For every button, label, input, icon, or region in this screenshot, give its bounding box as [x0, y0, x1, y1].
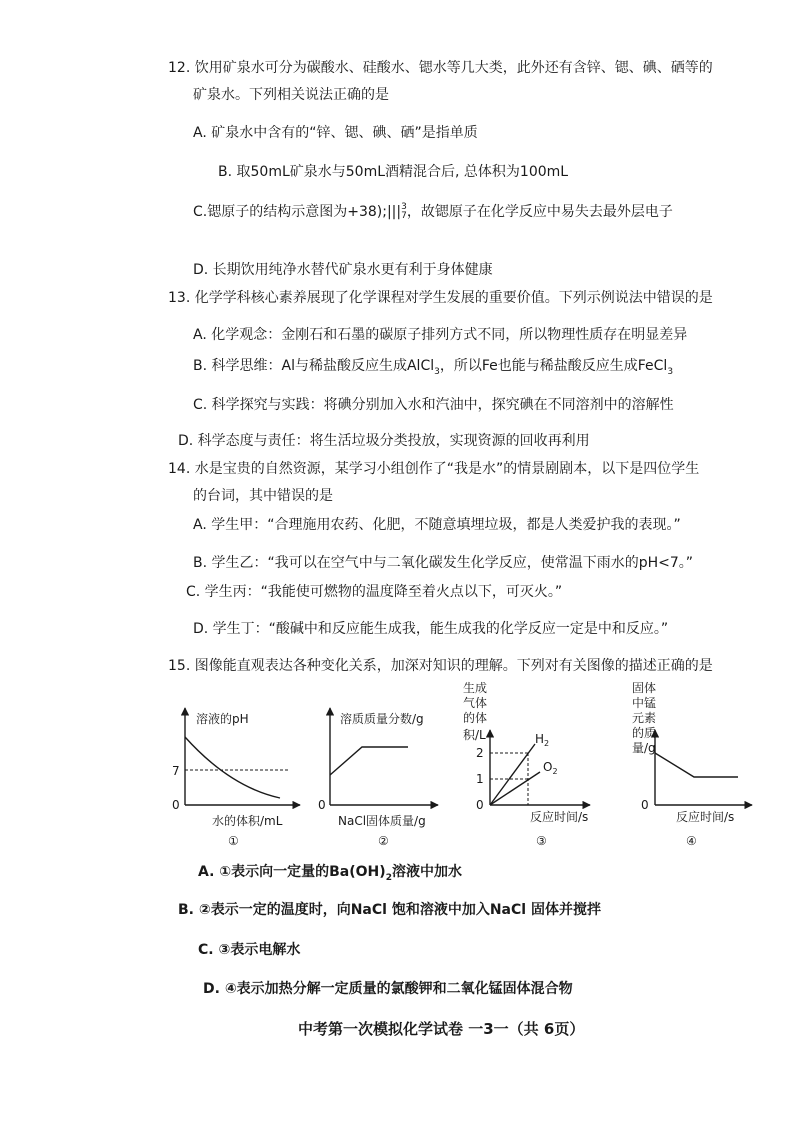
graph-2-y-label: 溶质质量分数/g [340, 712, 424, 726]
q12-option-d: D. 长期饮用纯净水替代矿泉水更有利于身体健康 [193, 262, 493, 278]
q12-option-c-prefix: C.锶原子的结构示意图为+38);||| [193, 204, 402, 220]
q12-option-b: B. 取50mL矿泉水与50mL酒精混合后, 总体积为100mL [218, 164, 569, 180]
graph-3-y-label-1: 生成 [463, 681, 488, 695]
outer-electrons-top: 3 [401, 202, 407, 212]
graph-3-number: ③ [536, 834, 547, 848]
page-footer: 中考第一次模拟化学试卷 一3一（共 6页） [298, 1020, 585, 1038]
q15-option-d: D. ④表示加热分解一定质量的氯酸钾和二氧化锰固体混合物 [203, 981, 573, 997]
q15-option-b: B. ②表示一定的温度时，向NaCl 饱和溶液中加入NaCl 固体并搅拌 [178, 902, 601, 918]
q14-stem-line2: 的台词，其中错误的是 [193, 488, 333, 504]
q14-option-b: B. 学生乙：“我可以在空气中与二氧化碳发生化学反应，使常温下雨水的pH<7。” [193, 555, 694, 571]
graph-3-tick-2: 2 [476, 746, 484, 760]
graph-2-fraction-line [330, 747, 408, 775]
graph-1 [172, 708, 300, 848]
q13-option-d: D. 科学态度与责任：将生活垃圾分类投放，实现资源的回收再利用 [178, 433, 590, 449]
q15-option-a-suffix: 溶液中加水 [391, 864, 462, 880]
graph-2-number: ② [378, 834, 389, 848]
graph-1-ph-curve [185, 737, 280, 798]
graph-1-tick-7: 7 [172, 764, 180, 778]
q15-graphs [0, 675, 793, 855]
subscript: 2 [385, 872, 392, 883]
graph-1-origin: 0 [172, 798, 180, 812]
q14-option-a: A. 学生甲：“合理施用农药、化肥，不随意填埋垃圾，都是人类爱护我的表现。” [193, 517, 681, 533]
q12-option-a: A. 矿泉水中含有的“锌、锶、碘、硒”是指单质 [193, 125, 478, 141]
graph-4-y-label-2: 中锰 [632, 696, 657, 710]
q15-option-a [198, 862, 462, 888]
q14-stem-line1: 14. 水是宝贵的自然资源，某学习小组创作了“我是水”的情景剧剧本，以下是四位学生 [168, 461, 700, 477]
outer-electrons-bottom: 7 [401, 211, 407, 221]
graph-2-origin: 0 [318, 798, 326, 812]
graph-3-y-label-3: 的体 [463, 711, 488, 725]
q14-option-d: D. 学生丁：“酸碱中和反应能生成我，能生成我的化学反应一定是中和反应。” [193, 621, 669, 637]
graph-3-o2-symbol: O [543, 760, 553, 774]
graph-4-x-label: 反应时间/s [676, 810, 735, 824]
graph-3 [463, 680, 590, 848]
q13-option-b-prefix: B. 科学思维：Al与稀盐酸反应生成AlCl [193, 358, 435, 374]
graph-4-y-label-5: 量/g [632, 741, 656, 755]
graph-2 [318, 708, 438, 848]
subscript: 3 [434, 366, 440, 377]
graph-4-y-label-1: 固体 [632, 681, 657, 695]
graph-3-o2-subscript: 2 [552, 767, 558, 776]
graph-4-mn-mass-line [655, 753, 738, 777]
q12-option-c-suffix: ，故锶原子在化学反应中易失去最外层电子 [406, 204, 673, 220]
graph-3-h2-label [535, 732, 549, 748]
graph-3-h2-subscript: 2 [544, 739, 550, 748]
graph-1-x-label: 水的体积/mL [212, 814, 283, 828]
q13-option-c: C. 科学探究与实践：将碘分别加入水和汽油中，探究碘在不同溶剂中的溶解性 [193, 397, 674, 413]
subscript: 3 [667, 366, 674, 377]
graph-3-x-label: 反应时间/s [530, 810, 589, 824]
graph-3-o2-line [490, 772, 540, 805]
graph-4-number: ④ [686, 834, 697, 848]
graph-3-y-label-2: 气体 [463, 696, 488, 710]
graph-1-y-label: 溶液的pH [196, 712, 249, 726]
q14-option-c: C. 学生丙：“我能使可燃物的温度降至着火点以下，可灭火。” [186, 584, 563, 600]
q12-stem-line1: 12. 饮用矿泉水可分为碳酸水、硅酸水、锶水等几大类，此外还有含锌、锶、碘、硒等的 [168, 60, 713, 76]
q15-option-c: C. ③表示电解水 [198, 942, 301, 958]
q12-stem-line2: 矿泉水。下列相关说法正确的是 [193, 87, 389, 103]
graph-3-o2-label [543, 760, 558, 776]
graph-4-y-label-4: 的质 [632, 726, 657, 740]
q13-option-a: A. 化学观念：金刚石和石墨的碳原子排列方式不同，所以物理性质存在明显差异 [193, 327, 688, 343]
q13-option-b [193, 356, 673, 382]
graph-4-origin: 0 [641, 798, 649, 812]
graph-3-origin: 0 [476, 798, 484, 812]
q15-stem: 15. 图像能直观表达各种变化关系，加深对知识的理解。下列对有关图像的描述正确的是 [168, 658, 713, 674]
graph-3-h2-symbol: H [535, 732, 545, 746]
q13-stem: 13. 化学学科核心素养展现了化学课程对学生发展的重要价值。下列示例说法中错误的是 [168, 290, 713, 306]
q12-option-c [193, 202, 673, 222]
q13-option-b-middle: ，所以Fe也能与稀盐酸反应生成FeCl [439, 358, 668, 374]
graph-3-y-label-4: 积/L [463, 728, 486, 742]
graph-3-tick-1: 1 [476, 772, 484, 786]
graph-2-x-label: NaCl固体质量/g [338, 814, 426, 828]
graph-4 [632, 680, 752, 848]
graph-4-y-label-3: 元素 [632, 711, 657, 725]
q15-option-a-prefix: A. ①表示向一定量的Ba(OH) [198, 864, 386, 880]
graph-1-number: ① [228, 834, 239, 848]
